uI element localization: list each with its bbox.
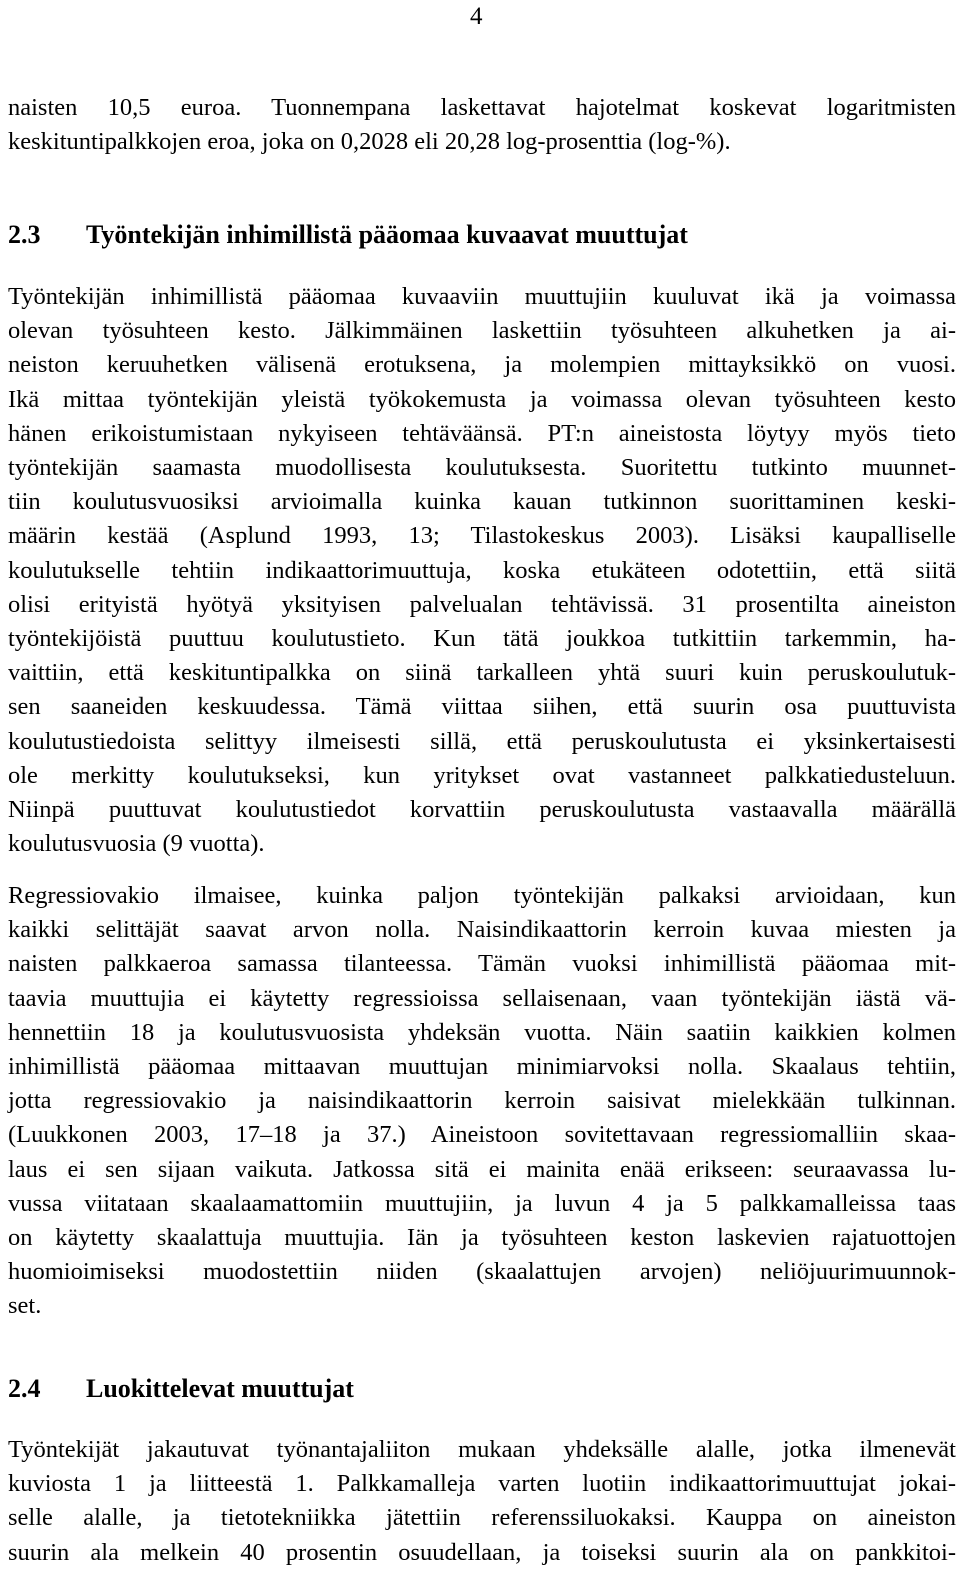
text-line: vaittiin, että keskituntipalkka on siinä tarkalleen yhtä suuri kuin peruskoulutuk- xyxy=(8,659,956,687)
text-line: suurin ala melkein 40 prosentin osuudellaan, ja toiseksi suurin ala on pankkitoi- xyxy=(8,1538,956,1566)
text-line: hennettiin 18 ja koulutusvuosista yhdeksän vuotta. Näin saatiin kaikkien kolmen xyxy=(8,1018,956,1046)
paragraph-categorical-variables xyxy=(8,1433,956,1570)
text-line: naisten 10,5 euroa. Tuonnempana laskettavat hajotelmat koskevat logaritmisten xyxy=(8,94,956,121)
section-number: 2.4 xyxy=(8,1374,41,1403)
page-number: 4 xyxy=(470,3,483,30)
text-line: koulutustiedoista selittyy ilmeisesti sillä, että peruskoulutusta ei yksinkertaisesti xyxy=(8,727,956,755)
text-line: koulutukselle tehtiin indikaattorimuuttuja, koska etukäteen odotettiin, että siitä xyxy=(8,556,956,584)
text-line: Työntekijän inhimillistä pääomaa kuvaaviin muuttujiin kuuluvat ikä ja voimassa xyxy=(8,283,956,310)
text-line: inhimillistä pääomaa mittaavan muuttujan minimiarvoksi nolla. Skaalaus tehtiin, xyxy=(8,1053,956,1081)
text-line: huomioimiseksi muodostettiin niiden (skaalattujen arvojen) neliöjuurimuunnok- xyxy=(8,1258,956,1286)
text-line: vussa viitataan skaalaamattomiin muuttujiin, ja luvun 4 ja 5 palkkamalleissa taas xyxy=(8,1189,956,1217)
text-line: jotta regressiovakio ja naisindikaattorin kerroin saisivat mielekkään tulkinnan. xyxy=(8,1087,956,1115)
text-line: olevan työsuhteen kesto. Jälkimmäinen laskettiin työsuhteen alkuhetken ja ai- xyxy=(8,317,956,345)
text-line: Ikä mittaa työntekijän yleistä työkokemusta ja voimassa olevan työsuhteen kesto xyxy=(8,385,956,413)
paragraph-regression-constant xyxy=(8,879,956,1324)
text-line: on käytetty skaalattuja muuttujia. Iän ja työsuhteen keston laskevien rajatuottojen xyxy=(8,1224,956,1252)
text-line: ole merkitty koulutukseksi, kun yritykset ovat vastanneet palkkatiedusteluun. xyxy=(8,761,956,789)
text-line: kaikki selittäjät saavat arvon nolla. Naisindikaattorin kerroin kuvaa miesten ja xyxy=(8,916,956,944)
text-line: taavia muuttujia ei käytetty regressioissa sellaisenaan, vaan työntekijän iästä vä- xyxy=(8,984,956,1012)
text-line: Regressiovakio ilmaisee, kuinka paljon työntekijän palkaksi arvioidaan, kun xyxy=(8,882,956,909)
paragraph-intro xyxy=(8,91,956,159)
text-line: olisi erityistä hyötyä yksityisen palvelualan tehtävissä. 31 prosentilta aineiston xyxy=(8,590,956,618)
text-line: Työntekijät jakautuvat työnantajaliiton mukaan yhdeksälle alalle, jotka ilmenevät xyxy=(8,1436,956,1463)
text-line: koulutusvuosia (9 vuotta). xyxy=(8,830,265,858)
paragraph-human-capital xyxy=(8,280,956,861)
text-line: tiin koulutusvuosiksi arvioimalla kuinka kauan tutkinnon suorittaminen keski- xyxy=(8,488,956,516)
section-title: Luokittelevat muuttujat xyxy=(86,1374,354,1403)
text-line: kuviosta 1 ja liitteestä 1. Palkkamalleja varten luotiin indikaattorimuuttujat jokai- xyxy=(8,1470,956,1498)
text-line: (Luukkonen 2003, 17–18 ja 37.) Aineistoon sovitettavaan regressiomalliin skaa- xyxy=(8,1121,956,1149)
section-title: Työntekijän inhimillistä pääomaa kuvaavat muuttujat xyxy=(86,220,688,249)
section-heading-2-3 xyxy=(8,218,688,252)
text-line: neiston keruuhetken välisenä erotuksena, ja molempien mittayksikkö on vuosi. xyxy=(8,351,956,379)
text-line: Niinpä puuttuvat koulutustiedot korvattiin peruskoulutusta vastaavalla määrällä xyxy=(8,796,956,824)
text-line: sen saaneiden keskuudessa. Tämä viittaa siihen, että suurin osa puuttuvista xyxy=(8,693,956,721)
text-line: hänen erikoistumistaan nykyiseen tehtäväänsä. PT:n aineistosta löytyy myös tieto xyxy=(8,419,956,447)
text-line: set. xyxy=(8,1292,42,1320)
text-line: laus ei sen sijaan vaikuta. Jatkossa sitä ei mainita enää erikseen: seuraavassa lu- xyxy=(8,1155,956,1183)
section-heading-2-4 xyxy=(8,1372,354,1406)
text-line: keskituntipalkkojen eroa, joka on 0,2028 eli 20,28 log-prosenttia (log-%). xyxy=(8,128,731,156)
text-line: selle alalle, ja tietotekniikka jätettiin referenssiluokaksi. Kauppa on aineiston xyxy=(8,1504,956,1532)
text-line: määrin kestää (Asplund 1993, 13; Tilastokeskus 2003). Lisäksi kaupalliselle xyxy=(8,522,956,550)
text-line: työntekijöistä puuttuu koulutustieto. Kun tätä joukkoa tutkittiin tarkemmin, ha- xyxy=(8,625,956,653)
text-line: työntekijän saamasta muodollisesta koulutuksesta. Suoritettu tutkinto muunnet- xyxy=(8,454,956,482)
section-number: 2.3 xyxy=(8,220,41,249)
text-line: naisten palkkaeroa samassa tilanteessa. Tämän vuoksi inhimillistä pääomaa mit- xyxy=(8,950,956,978)
